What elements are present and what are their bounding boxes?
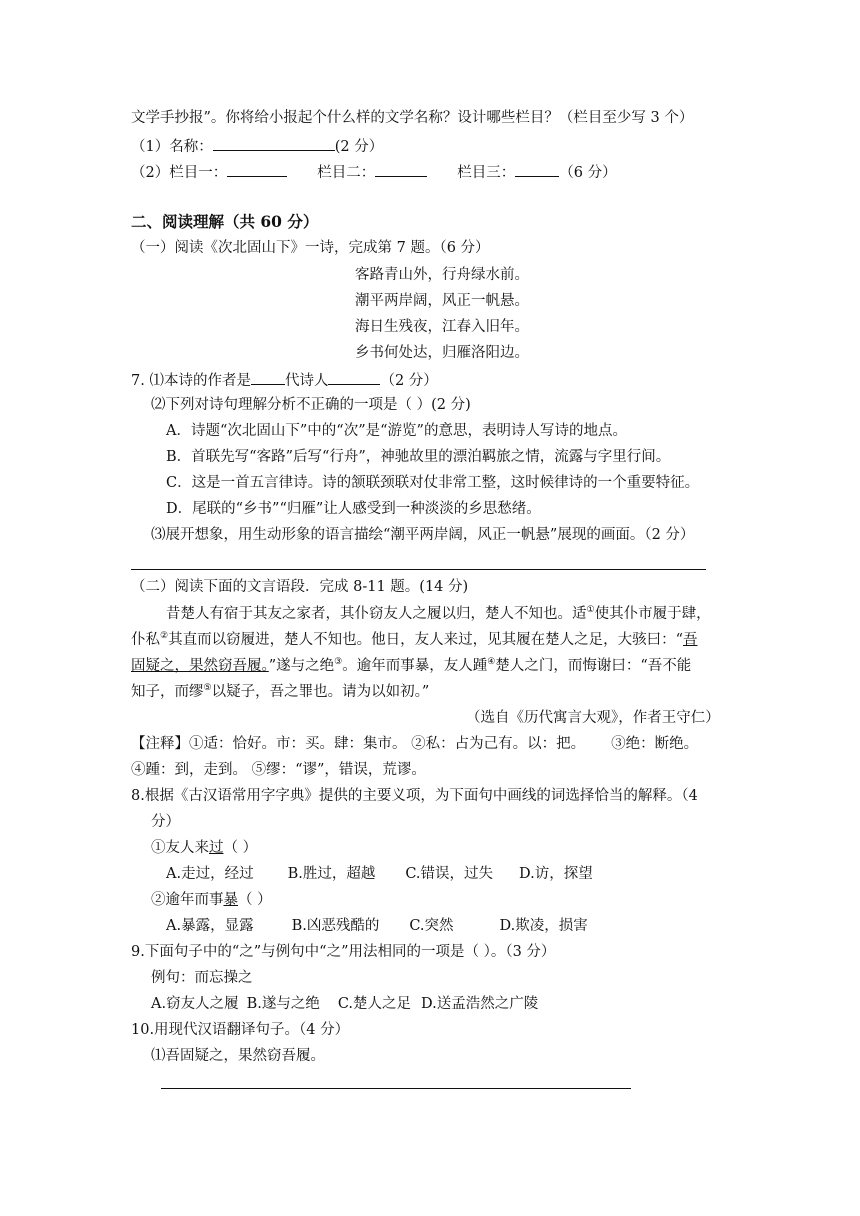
underlined-word: 过 [209,840,224,856]
q7-option-b: B．首联先写“客路”后写“行舟”，神驰故里的漂泊羁旅之情，流露与字里行间。 [166,449,671,465]
note-text: ③绝：断绝。 [611,736,699,752]
poem-line: 潮平两岸阔，风正一帆悬。 [355,293,529,309]
q6-col3-label: 栏目三： [457,165,516,181]
answer-line[interactable] [131,569,706,570]
q6-name-label: （1）名称： [131,139,213,155]
q8-option: D.欺凌，损害 [499,918,588,934]
passage-text: 仆私 [131,632,160,648]
q9-text: 9.下面句子中的“之”与例句中“之”用法相同的一项是（ ）。（3 分） [131,944,556,960]
q7-part3: ⑶展开想象，用生动形象的语言描绘“潮平两岸阔，风正一帆悬”展现的画面。（2 分） [151,527,695,543]
wenyan-intro: （二）阅读下面的文言语段．完成 8-11 题。(14 分) [131,579,469,595]
poem-line: 海日生残夜，江春入旧年。 [355,319,529,335]
q8-item1 [151,838,257,858]
q7-dynasty-blank[interactable] [251,369,285,385]
q7-part1-text: 7. ⑴本诗的作者是 [131,373,251,389]
q10-sentence: ⑴吾固疑之，果然窃吾履。 [151,1048,325,1064]
q8-option: A.暴露，显露 [166,918,254,934]
q9-options [151,994,538,1014]
q10-text: 10.用现代汉语翻译句子。（4 分） [131,1022,350,1038]
poem-line: 客路青山外，行舟绿水前。 [355,267,529,283]
footnote-mark: ④ [487,657,496,668]
passage-text: 其直而以窃履进，楚人不知也。他日，友人来过，见其履在楚人之足，大骇曰：“ [168,632,683,648]
q6-name-line [131,135,383,157]
passage-line [131,656,691,676]
q8-item2 [151,890,272,910]
passage-text: 。逾年而事暴，友人踵 [342,658,488,674]
poem-intro: （一）阅读《次北固山下》一诗，完成第 7 题。（6 分） [131,240,490,256]
passage-text: 知子，而缪 [131,684,204,700]
q7-option-a: A．诗题“次北固山下”中的“次”是“游览”的意思，表明诗人写诗的地点。 [166,423,627,439]
passage-text: 昔楚人有宿于其友之家者，其仆窃友人之履以归，楚人不知也。适 [166,606,587,622]
q6-col2-blank[interactable] [375,161,427,177]
q8-item-text: ①友人来 [151,840,209,856]
q8-option: C.突然 [409,918,454,934]
underlined-text: 固疑之，果然窃吾履。 [131,658,269,674]
passage-text: ”遂与之绝 [268,658,335,674]
q9-example: 例句：而忘操之 [151,970,253,986]
footnote-mark: ② [160,631,169,642]
q6-col1-label: （2）栏目一： [131,165,228,181]
q7-part2: ⑵下列对诗句理解分析不正确的一项是（ ）(2 分) [151,397,471,413]
q6-name-score: (2 分） [334,139,384,155]
q8-option: B.凶恶残酷的 [291,918,380,934]
underlined-word: 暴 [223,892,238,908]
q8-option: A.走过，经过 [166,866,254,882]
q6-col-score: （6 分） [559,165,617,181]
notes-line [131,734,698,754]
q8-item-text: ②逾年而事 [151,892,224,908]
footnote-mark: ③ [334,657,343,668]
q6-col1-blank[interactable] [227,161,287,177]
passage-line [131,630,698,650]
q7-part1-mid: 代诗人 [284,373,329,389]
passage-text: 楚人之门，而悔谢曰：“吾不能 [495,658,692,674]
q9-option: B.遂与之绝 [246,996,320,1012]
q6-col2-label: 栏目二： [317,165,376,181]
q8-option: D.访，探望 [519,866,593,882]
q9-option: D.送孟浩然之广陵 [421,996,539,1012]
notes-line: ④踵：到，走到。 ⑤缪：“谬”，错误，荒谬。 [131,762,426,778]
q8-text: 8.根据《古汉语常用字字典》提供的主要义项，为下面句中画线的词选择恰当的解释。（4 [131,788,698,804]
note-text: 【注释】①适：恰好。市：买。肆：集市。 ②私：占为己有。以：把。 [131,736,586,752]
q7-option-c: C．这是一首五言律诗。诗的颔联颈联对仗非常工整，这时候律诗的一个重要特征。 [166,475,700,491]
poem-line: 乡书何处达，归雁洛阳边。 [355,345,529,361]
passage-text: 使其仆市履于肆， [594,606,711,622]
q6-col3-blank[interactable] [515,161,559,177]
underlined-text: 吾 [683,632,698,648]
q7-part1-score: （2 分） [380,373,438,389]
passage-line [131,682,429,702]
footnote-mark: ① [586,605,595,616]
q8-answer-bracket[interactable]: （ ） [238,892,272,908]
answer-line[interactable] [161,1088,631,1089]
q7-author-blank[interactable] [328,369,380,385]
q8-text-cont: 分） [151,814,180,830]
q8-item2-options [166,916,588,936]
q6-text: 文学手抄报”。你将给小报起个什么样的文学名称？设计哪些栏目？（栏目至少写 3 个） [131,110,694,126]
q8-item1-options [166,864,593,884]
passage-text: 以疑子，吾之罪也。请为以如初。” [211,684,430,700]
q9-option: C.楚人之足 [337,996,412,1012]
q9-option: A.窃友人之履 [151,996,239,1012]
q6-columns-line [131,161,617,183]
passage-source: （选自《历代寓言大观》，作者王守仁） [466,710,720,726]
q8-option: C.错误，过失 [405,866,494,882]
q7-option-d: D．尾联的“乡书”“归雁”让人感受到一种淡淡的乡思愁绪。 [166,501,541,517]
q8-option: B.胜过，超越 [287,866,376,882]
passage-line [166,604,711,624]
section-title: 二、阅读理解（共 60 分） [131,212,319,231]
q7-part1 [131,369,438,391]
q6-name-blank[interactable] [213,135,335,151]
footnote-mark: ⑤ [203,683,212,694]
q8-answer-bracket[interactable]: （ ） [223,840,258,856]
